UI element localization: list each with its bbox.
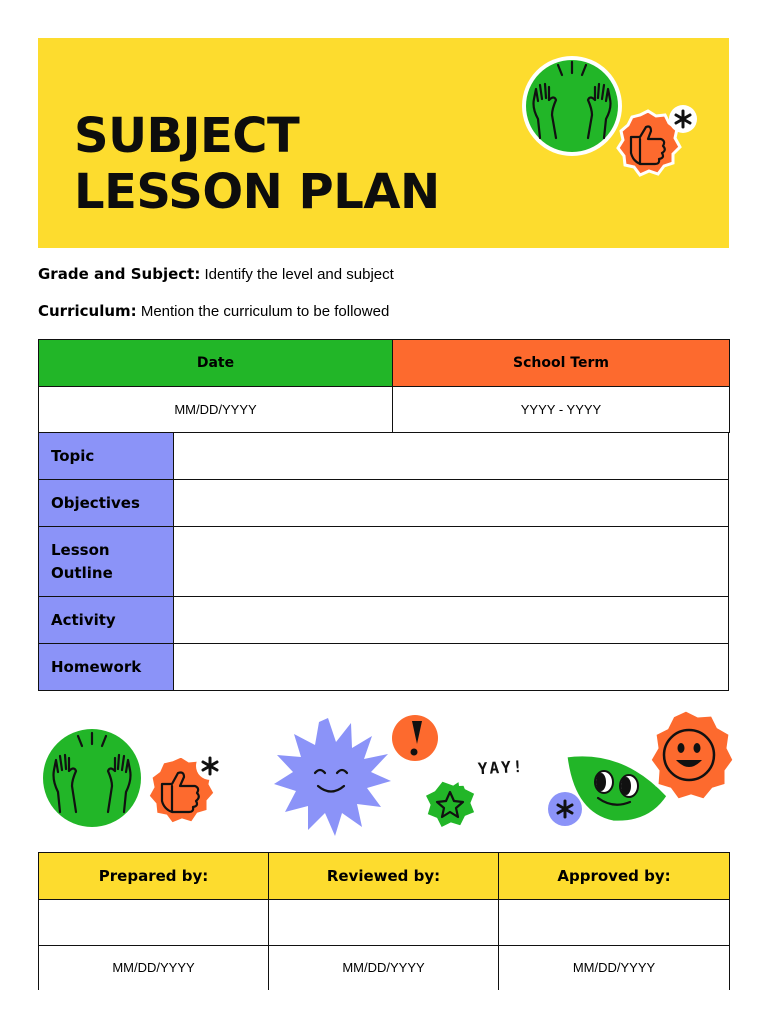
curriculum-label: Curriculum: (38, 302, 137, 320)
asterisk-icon (669, 105, 697, 133)
banner-stickers (518, 53, 698, 193)
lesson-outline-field[interactable] (174, 527, 729, 597)
lesson-outline-label: Lesson Outline (39, 527, 174, 597)
page-title (74, 108, 440, 220)
signoff-name-row (39, 900, 730, 946)
asterisk-icon (196, 752, 224, 780)
objectives-field[interactable] (174, 480, 729, 527)
curriculum-value: Mention the curriculum to be followed (140, 303, 390, 320)
approved-by-field[interactable] (499, 900, 730, 946)
raised-hands-icon (522, 56, 622, 156)
raised-hands-icon (40, 726, 144, 830)
topic-field[interactable] (174, 433, 729, 480)
smiley-face-icon (650, 710, 734, 800)
topic-label: Topic (39, 433, 174, 480)
homework-label: Homework (39, 644, 174, 691)
table-row (39, 597, 729, 644)
reviewed-date[interactable]: MM/DD/YYYY (269, 946, 499, 990)
smiling-sun-icon (274, 718, 391, 836)
approved-by-header: Approved by: (499, 853, 730, 900)
date-value[interactable]: MM/DD/YYYY (39, 387, 393, 433)
table-row (39, 433, 729, 480)
reviewed-by-header: Reviewed by: (269, 853, 499, 900)
table-row (39, 527, 729, 597)
lesson-plan-table (38, 432, 729, 691)
title-line-1: SUBJECT (74, 108, 300, 164)
table-row (39, 480, 729, 527)
sticker-strip (38, 706, 738, 846)
signoff-table (38, 852, 730, 990)
asterisk-icon (548, 792, 582, 826)
approved-date[interactable]: MM/DD/YYYY (499, 946, 730, 990)
signoff-header-row (39, 853, 730, 900)
header-banner (38, 38, 729, 248)
date-term-value-row (39, 387, 730, 433)
date-term-table (38, 339, 730, 433)
reviewed-by-field[interactable] (269, 900, 499, 946)
homework-field[interactable] (174, 644, 729, 691)
grade-subject-line (38, 265, 394, 283)
yay-text: YAY! (477, 756, 525, 779)
objectives-label: Objectives (39, 480, 174, 527)
prepared-by-field[interactable] (39, 900, 269, 946)
grade-subject-value: Identify the level and subject (204, 266, 394, 283)
signoff-date-row (39, 946, 730, 990)
activity-field[interactable] (174, 597, 729, 644)
exclamation-icon (389, 712, 441, 764)
date-term-header-row (39, 340, 730, 387)
star-icon (424, 778, 476, 829)
prepared-by-header: Prepared by: (39, 853, 269, 900)
curriculum-line (38, 302, 389, 320)
table-row (39, 644, 729, 691)
prepared-date[interactable]: MM/DD/YYYY (39, 946, 269, 990)
school-term-value[interactable]: YYYY - YYYY (393, 387, 730, 433)
grade-subject-label: Grade and Subject: (38, 265, 201, 283)
activity-label: Activity (39, 597, 174, 644)
date-header: Date (39, 340, 393, 387)
title-line-2: LESSON PLAN (74, 164, 440, 220)
school-term-header: School Term (393, 340, 730, 387)
yay-bubble (454, 744, 551, 786)
